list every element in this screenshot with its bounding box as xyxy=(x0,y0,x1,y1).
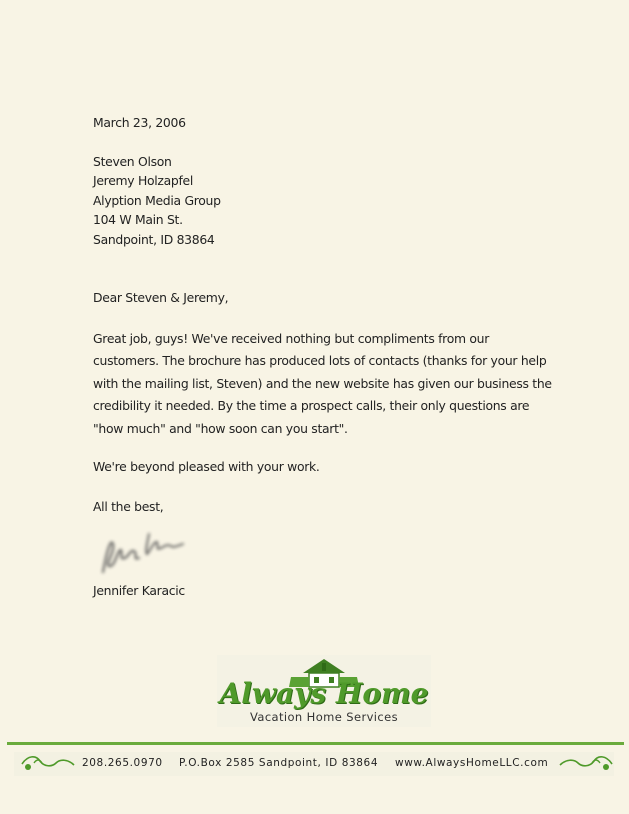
footer-website[interactable]: www.AlwaysHomeLLC.com xyxy=(395,757,549,769)
recipient-address xyxy=(93,152,553,250)
flourish-icon xyxy=(18,753,78,775)
signature-image xyxy=(97,520,187,580)
recipient-line: Steven Olson xyxy=(93,153,172,169)
footer-divider xyxy=(7,742,624,745)
recipient-line: 104 W Main St. xyxy=(93,212,183,227)
flourish-icon xyxy=(556,753,616,775)
salutation: Dear Steven & Jeremy, xyxy=(93,290,229,305)
body-paragraph: We're beyond pleased with your work. xyxy=(93,459,320,475)
recipient-line: Alyption Media Group xyxy=(93,192,221,208)
logo-tagline: Vacation Home Services xyxy=(250,710,398,724)
footer-address: P.O.Box 2585 Sandpoint, ID 83864 xyxy=(179,757,379,769)
company-logo xyxy=(217,655,431,727)
recipient-line: Sandpoint, ID 83864 xyxy=(93,231,215,247)
logo-wordmark: Always Home xyxy=(219,677,429,710)
closing: All the best, xyxy=(93,498,164,514)
body-paragraph: Great job, guys! We've received nothing but compliments from our customers. The brochure has produced lots of contacts (thanks for your help with the mailing list, Steven) and the new website has given our business the credibility it needed. By the time a prospect calls, their only questions are "how much" and "how soon can you start". xyxy=(93,330,552,436)
recipient-line: Jeremy Holzapfel xyxy=(93,173,193,188)
signer-name: Jennifer Karacic xyxy=(93,583,185,598)
footer-phone: 208.265.0970 xyxy=(82,757,163,769)
letter-body xyxy=(93,113,553,516)
letter-date: March 23, 2006 xyxy=(93,115,186,130)
